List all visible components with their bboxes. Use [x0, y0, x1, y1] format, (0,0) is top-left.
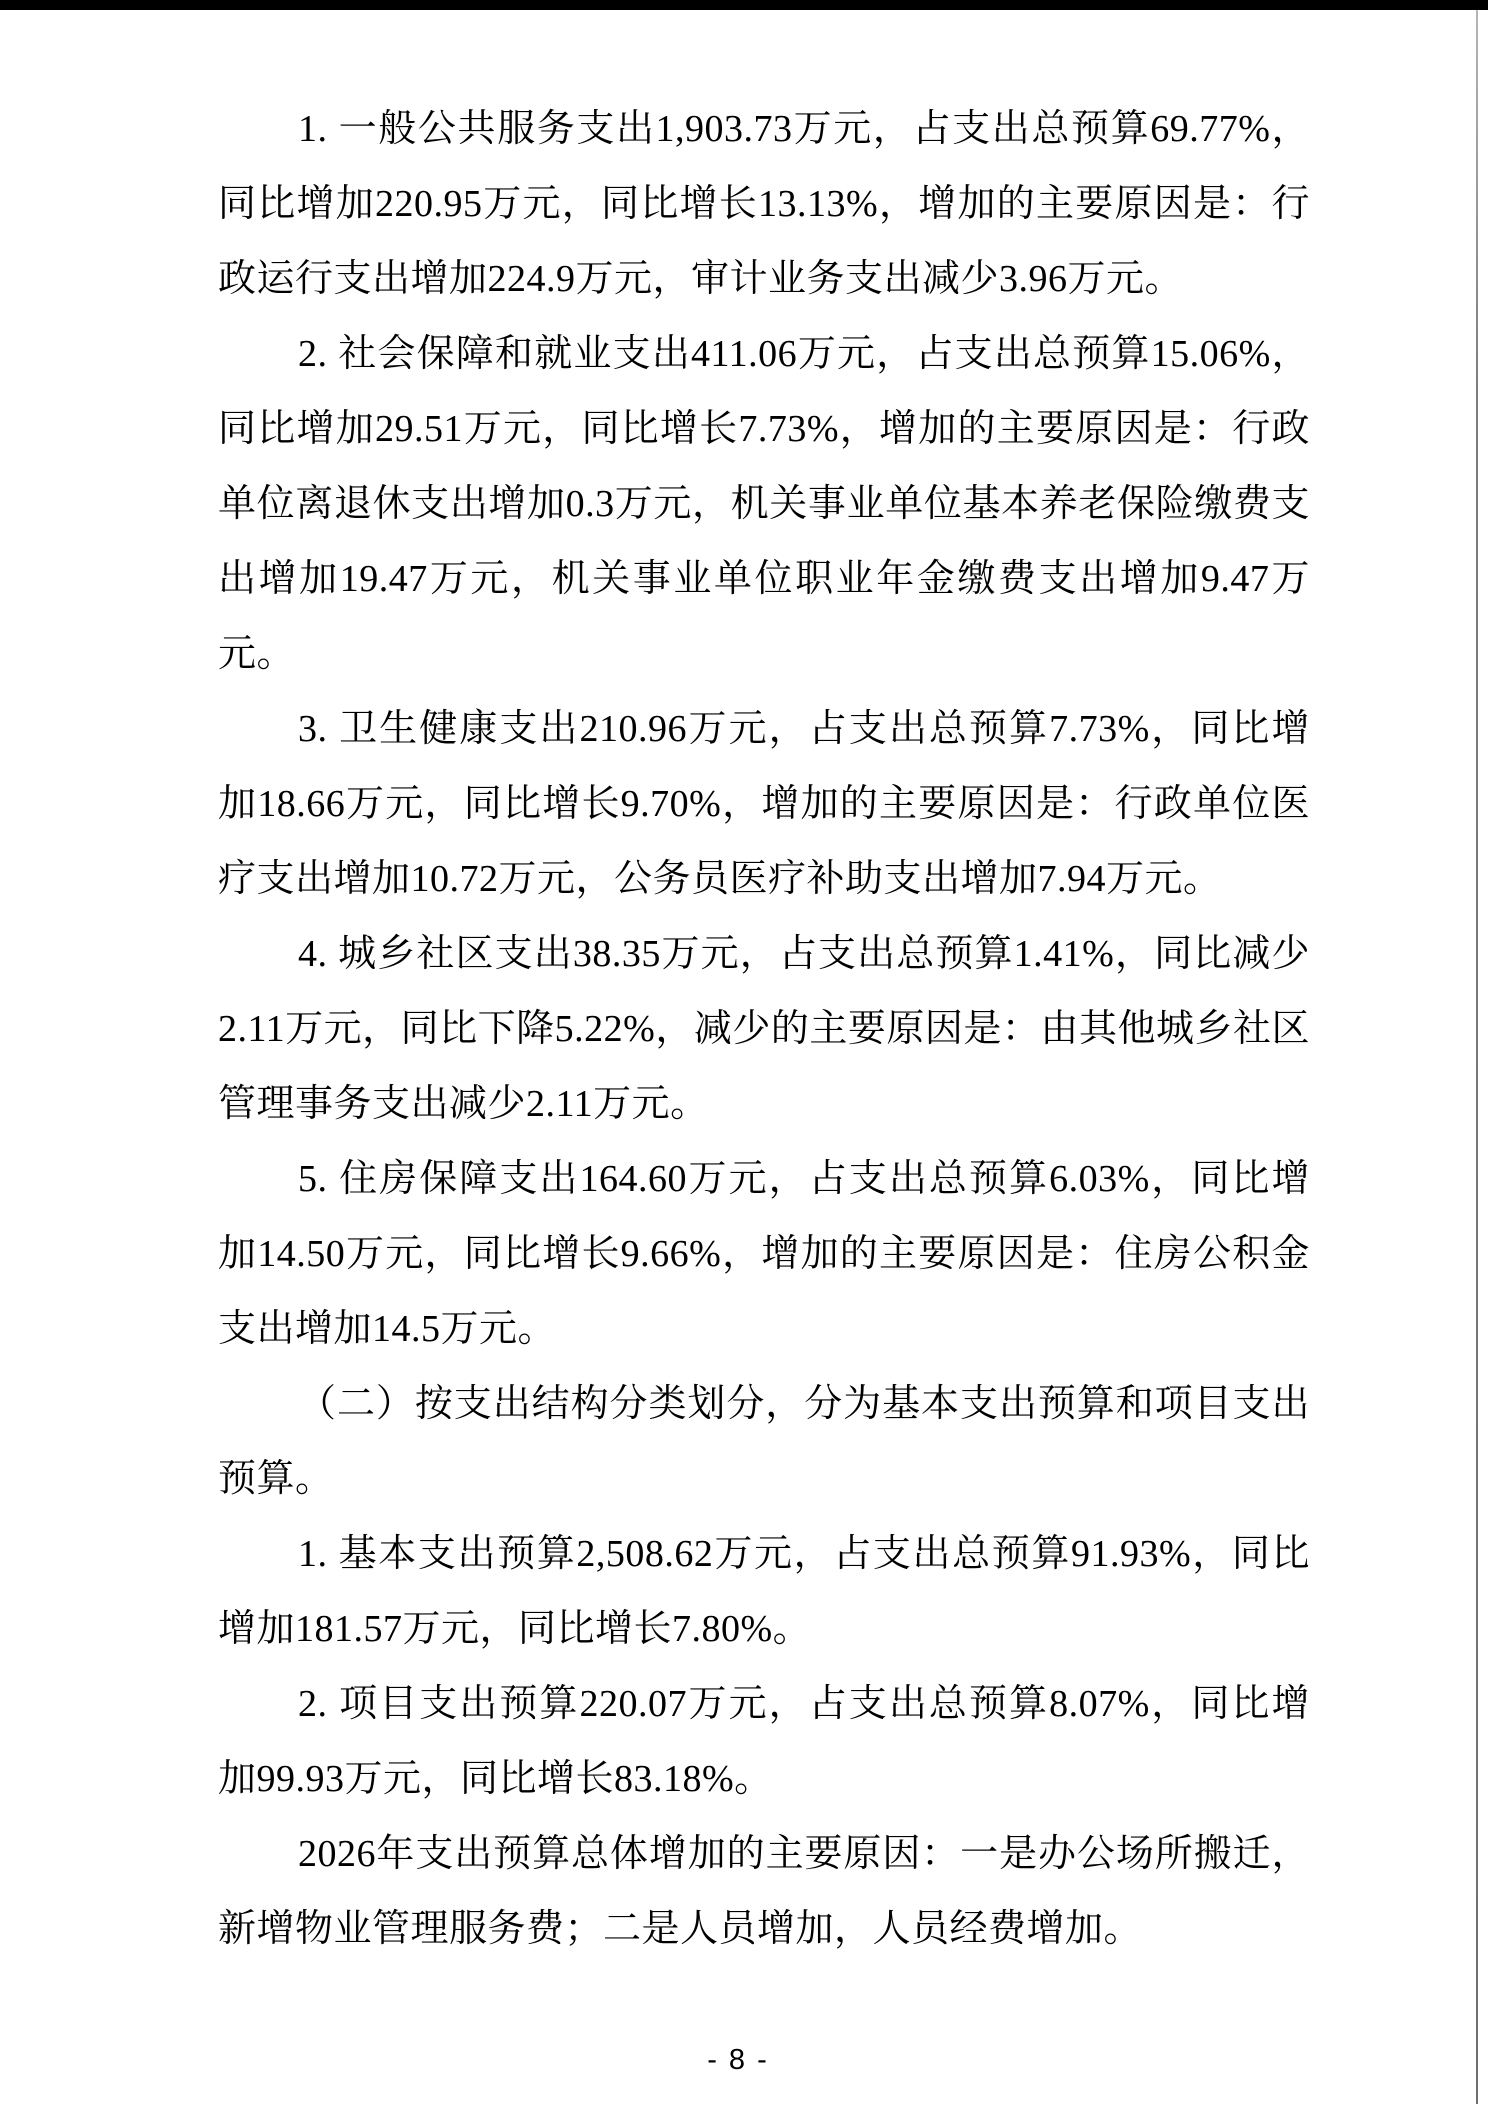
- paragraph: 2. 项目支出预算220.07万元，占支出总预算8.07%，同比增加99.93万元，同比增长83.18%。: [218, 1683, 1310, 1800]
- page-number: - 8 -: [707, 2044, 769, 2076]
- paragraph: 1. 基本支出预算2,508.62万元，占支出总预算91.93%，同比增加181.57万元，同比增长7.80%。: [218, 1533, 1310, 1650]
- paragraph: 1. 一般公共服务支出1,903.73万元，占支出总预算69.77%，同比增加220.95万元，同比增长13.13%，增加的主要原因是：行政运行支出增加224.9万元，审计业务支出减少3.96万元。: [218, 108, 1310, 300]
- body-text: [218, 92, 1310, 1967]
- paragraph: 2. 社会保障和就业支出411.06万元，占支出总预算15.06%，同比增加29.51万元，同比增长7.73%，增加的主要原因是：行政单位离退休支出增加0.3万元，机关事业单位基本养老保险缴费支出增加19.47万元，机关事业单位职业年金缴费支出增加9.47万元。: [218, 333, 1310, 675]
- paragraph: 5. 住房保障支出164.60万元，占支出总预算6.03%，同比增加14.50万元，同比增长9.66%，增加的主要原因是：住房公积金支出增加14.5万元。: [218, 1158, 1310, 1350]
- paragraph: 3. 卫生健康支出210.96万元，占支出总预算7.73%，同比增加18.66万元，同比增长9.70%，增加的主要原因是：行政单位医疗支出增加10.72万元，公务员医疗补助支出增加7.94万元。: [218, 708, 1310, 900]
- paragraph: （二）按支出结构分类划分，分为基本支出预算和项目支出预算。: [218, 1383, 1310, 1500]
- scan-right-edge-line: [1476, 10, 1478, 2104]
- paragraph: 4. 城乡社区支出38.35万元，占支出总预算1.41%，同比减少2.11万元，同比下降5.22%，减少的主要原因是：由其他城乡社区管理事务支出减少2.11万元。: [218, 933, 1310, 1125]
- scan-top-edge-bar: [0, 0, 1488, 10]
- paragraph: 2026年支出预算总体增加的主要原因：一是办公场所搬迁，新增物业管理服务费；二是人员增加，人员经费增加。: [218, 1833, 1310, 1950]
